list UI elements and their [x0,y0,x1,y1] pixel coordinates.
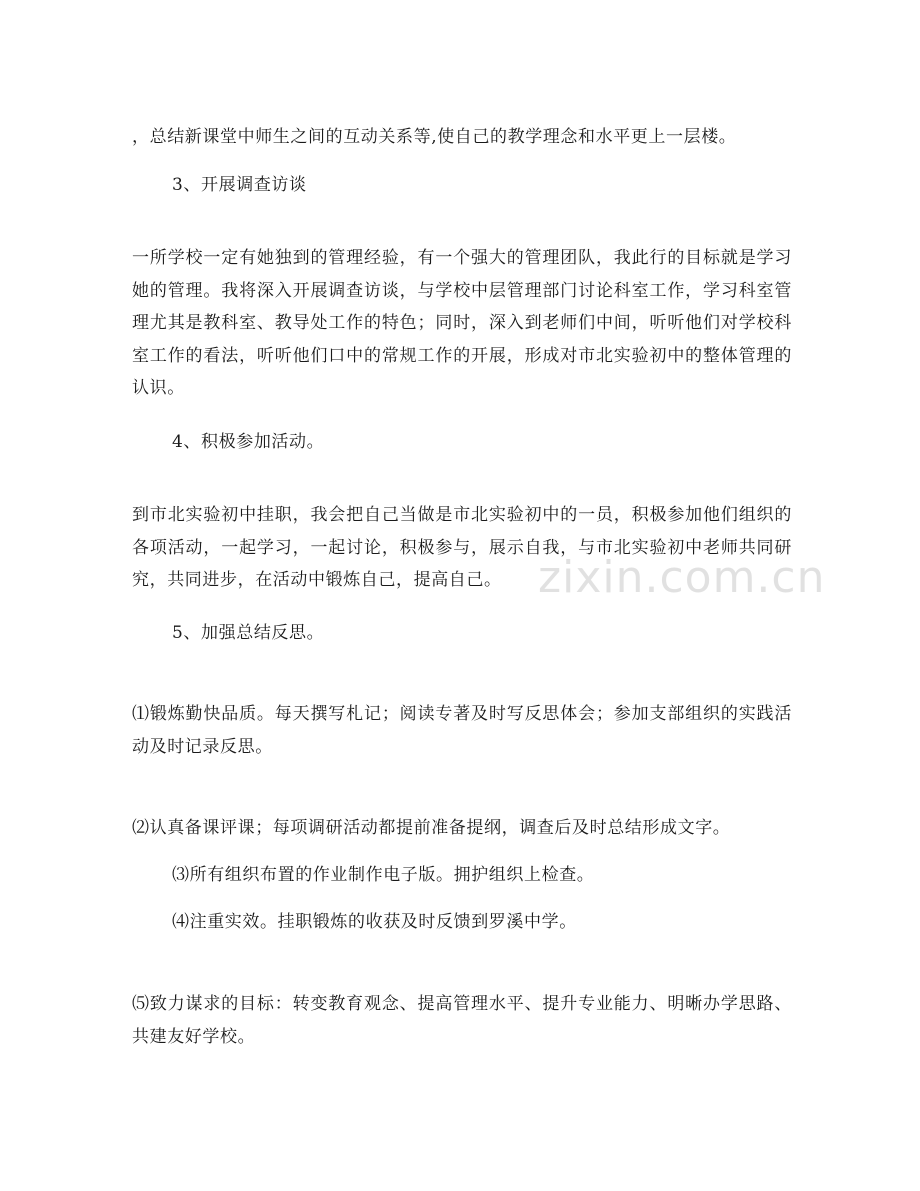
list-item-1-diligence: ⑴锻炼勤快品质。每天撰写札记；阅读专著及时写反思体会；参加支部组织的实践活动及时记录反思。 [132,704,792,757]
list-item-3-electronic-homework: ⑶所有组织布置的作业制作电子版。拥护组织上检查。 [172,865,595,885]
list-item-5-goals: ⑸致力谋求的目标：转变教育观念、提高管理水平、提升专业能力、明晰办学思路、共建友好学校。 [132,994,792,1047]
paragraph-intro-continuation: ，总结新课堂中师生之间的互动关系等,使自己的教学理念和水平更上一层楼。 [132,127,737,147]
list-item-4-effectiveness: ⑷注重实效。挂职锻炼的收获及时反馈到罗溪中学。 [172,912,577,932]
heading-3-survey-interviews: 3、开展调查访谈 [172,175,307,195]
heading-4-join-activities: 4、积极参加活动。 [172,432,325,452]
heading-5-summary-reflection: 5、加强总结反思。 [172,623,325,643]
paragraph-join-activities: 到市北实验初中挂职，我会把自己当做是市北实验初中的一员，积极参加他们组织的各项活动，一起学习，一起讨论，积极参与，展示自我，与市北实验初中老师共同研究，共同进步，在活动中锻炼自己，提高自己。 [132,505,792,590]
watermark-text: zixin.com.cn [538,552,826,603]
list-item-2-lesson-prep: ⑵认真备课评课；每项调研活动都提前准备提纲，调查后及时总结形成文字。 [132,818,731,838]
paragraph-management-study: 一所学校一定有她独到的管理经验，有一个强大的管理团队，我此行的目标就是学习她的管理。我将深入开展调查访谈，与学校中层管理部门讨论科室工作，学习科室管理尤其是教科室、教导处工作的特色；同时，深入到老师们中间，听听他们对学校科室工作的看法，听听他们口中的常规工作的开展，形成对市北实验初中的整体管理的认识。 [132,248,792,398]
